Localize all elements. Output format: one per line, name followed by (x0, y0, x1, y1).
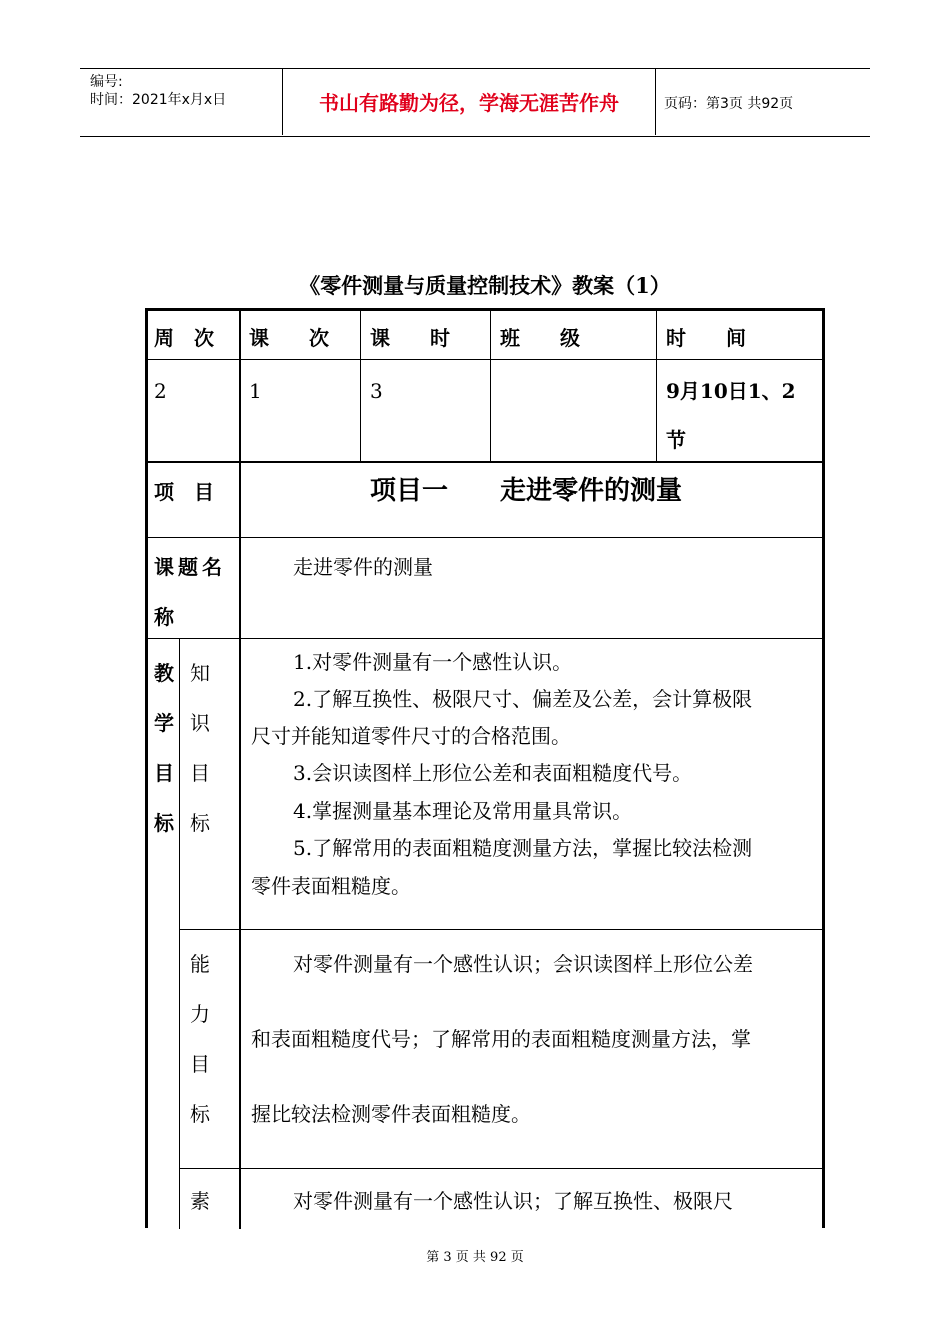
page-header (80, 68, 870, 137)
header-motto: 书山有路勤为径，学海无涯苦作舟 (282, 68, 656, 135)
row-divider (148, 461, 822, 463)
knowledge-label-char: 标 (190, 811, 210, 835)
ability-label-char: 能 (190, 952, 210, 976)
header-lesson: 课 次 (249, 326, 329, 350)
knowledge-item: 尺寸并能知道零件尺寸的合格范围。 (251, 724, 571, 748)
row-divider (148, 638, 822, 639)
project-value: 项目一 走进零件的测量 (370, 476, 683, 506)
col-divider (656, 311, 657, 462)
ability-label-char: 标 (190, 1102, 210, 1126)
value-lesson: 1 (249, 379, 262, 403)
knowledge-item: 2.了解互换性、极限尺寸、偏差及公差，会计算极限 (293, 687, 753, 711)
quality-label-char: 素 (190, 1189, 210, 1213)
knowledge-item: 3.会识读图样上形位公差和表面粗糙度代号。 (293, 761, 693, 785)
objectives-label-char: 学 (154, 711, 174, 735)
knowledge-item: 4.掌握测量基本理论及常用量具常识。 (293, 799, 633, 823)
objectives-label-char: 目 (154, 761, 174, 785)
ability-line: 对零件测量有一个感性认识；会识读图样上形位公差 (293, 952, 753, 976)
row-divider (148, 359, 822, 360)
header-meta (90, 73, 226, 109)
knowledge-label-char: 知 (190, 661, 210, 685)
header-hours: 课 时 (370, 326, 450, 350)
row-divider (148, 537, 822, 538)
lesson-plan-table (145, 308, 825, 1228)
row-divider (180, 1168, 822, 1169)
header-time: 时 间 (666, 326, 746, 350)
knowledge-item: 5.了解常用的表面粗糙度测量方法，掌握比较法检测 (293, 836, 753, 860)
topic-label-line2: 称 (154, 605, 174, 629)
row-divider (180, 929, 822, 930)
ability-label-char: 目 (190, 1052, 210, 1076)
date-label: 时间：2021年x月x日 (90, 92, 227, 108)
value-time-line2: 节 (666, 428, 686, 452)
ability-line: 和表面粗糙度代号；了解常用的表面粗糙度测量方法，掌 (251, 1027, 751, 1051)
knowledge-label-char: 识 (190, 711, 210, 735)
col-divider (360, 311, 361, 462)
value-time-line1: 9月10日1、2 (666, 379, 796, 403)
header-week: 周 次 (154, 326, 214, 350)
quality-line: 对零件测量有一个感性认识；了解互换性、极限尺 (293, 1189, 733, 1213)
col-divider (490, 311, 491, 462)
header-class: 班 级 (500, 326, 580, 350)
number-label: 编号: (90, 74, 123, 90)
col-divider (179, 638, 180, 1229)
knowledge-label-char: 目 (190, 761, 210, 785)
knowledge-item: 零件表面粗糙度。 (251, 874, 411, 898)
value-week: 2 (154, 379, 167, 403)
header-page-info: 页码：第3页 共92页 (664, 96, 794, 112)
project-label: 项 目 (154, 480, 214, 504)
page-footer: 第 3 页 共 92 页 (426, 1250, 524, 1265)
ability-line: 握比较法检测零件表面粗糙度。 (251, 1102, 531, 1126)
objectives-label-char: 标 (154, 811, 174, 835)
objectives-label-char: 教 (154, 661, 174, 685)
col-divider (239, 311, 241, 1229)
value-hours: 3 (370, 379, 383, 403)
knowledge-item: 1.对零件测量有一个感性认识。 (293, 650, 573, 674)
topic-label-line1: 课题名 (154, 555, 226, 579)
document-title: 《零件测量与质量控制技术》教案（1） (299, 273, 671, 298)
ability-label-char: 力 (190, 1002, 210, 1026)
topic-value: 走进零件的测量 (293, 555, 433, 579)
